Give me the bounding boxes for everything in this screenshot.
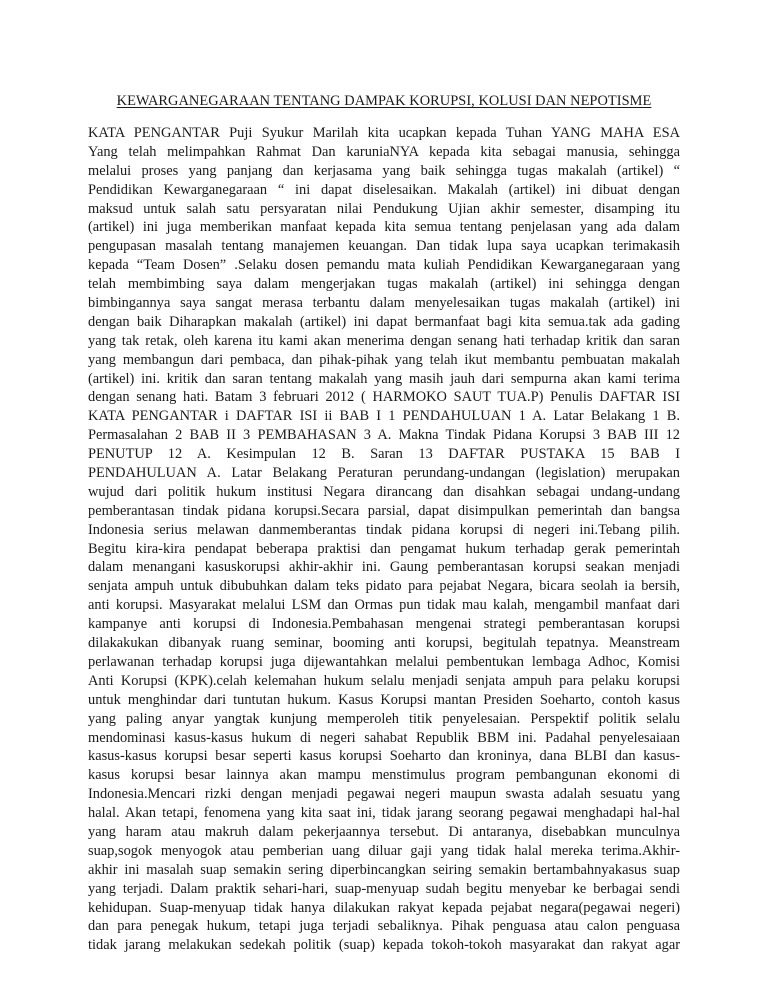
body-line: perlawanan terhadap korupsi juga dijewantahkan melalui pembentukan lembaga Adhoc, Komisi — [88, 653, 680, 670]
body-line: akhir ini masalah suap semakin sering diperbincangkan seiring semakin bertambahnyakasus suap — [88, 861, 680, 878]
document-title: KEWARGANEGARAAN TENTANG DAMPAK KORUPSI, KOLUSI DAN NEPOTISME — [116, 93, 652, 109]
body-line: Pendidikan Kewarganegaraan “ ini dapat diselesaikan. Makalah (artikel) ini dibuat dengan — [88, 181, 680, 198]
body-line: bimbingannya saya sangat merasa terbantu dalam menyelesaikan tugas makalah (artikel) ini — [88, 295, 680, 312]
body-line: yang tak retak, oleh karena itu kami akan menerima dengan senang hati terhadap kritik dan saran — [88, 332, 680, 349]
body-line: PENDAHULUAN A. Latar Belakang Peraturan perundang-undangan (legislation) merupakan — [88, 465, 680, 482]
body-line: dalam menangani kasuskorupsi akhir-akhir ini. Gaung pemberantasan korupsi seakan menjadi — [88, 559, 680, 576]
body-line: mendominasi kasus-kasus hukum di negeri sahabat Republik BBM ini. Padahal penyelesaiaan — [88, 729, 680, 746]
body-line: tidak jarang melakukan sedekah politik (suap) kepada tokoh-tokoh masyarakat dan rakyat agar — [88, 937, 680, 954]
body-line: halal. Akan tetapi, fenomena yang kita saat ini, tidak jarang seorang pegawai menghadapi hal-hal — [88, 805, 680, 822]
body-line: (artikel) ini juga memberikan manfaat kepada kita semua tentang penjelasan yang ada dalam — [88, 219, 680, 236]
body-line: senjata ampuh untuk dibubuhkan dalam teks pidato para pejabat Negara, bicara seolah ia bersih, — [88, 578, 680, 595]
body-line: yang membangun dari pembaca, dan pihak-pihak yang telah ikut membantu pembuatan makalah — [88, 351, 680, 368]
document-body — [88, 124, 680, 955]
body-line: dengan senang hati. Batam 3 februari 2012 ( HARMOKO SAUT TUA.P) Penulis DAFTAR ISI — [88, 389, 680, 406]
body-line: yang haram atau makruh dalam pekerjaannya tersebut. Di antaranya, disebabkan munculnya — [88, 823, 680, 840]
body-line: kasus-kasus korupsi besar seperti kasus korupsi Soeharto dan kroninya, dana BLBI dan kasus- — [88, 748, 680, 765]
body-line: Anti Korupsi (KPK).celah kelemahan hukum selalu menjadi senjata ampuh para pelaku korupsi — [88, 672, 680, 689]
body-line: kasus korupsi besar lainnya akan mampu menstimulus program pembangunan ekonomi di — [88, 767, 680, 784]
body-line: dan para penegak hukum, tetapi juga terjadi sebaliknya. Pihak penguasa atau calon penguasa — [88, 918, 680, 935]
body-line: pengupasan masalah tentang manajemen keuangan. Dan tidak lupa saya ucapkan terimakasih — [88, 238, 680, 255]
body-line: Indonesia serius melawan danmemberantas tindak pidana korupsi di negeri ini.Tebang pilih. — [88, 521, 680, 538]
body-line: telah membimbing saya dalam mengerjakan tugas makalah (artikel) ini sehingga dengan — [88, 276, 680, 293]
body-line: kepada “Team Dosen” .Selaku dosen pemandu mata kuliah Pendidikan Kewarganegaraan yang — [88, 257, 680, 274]
body-line: dilakakukan dibanyak ruang seminar, booming anti korupsi, begitulah tepatnya. Meanstream — [88, 635, 680, 652]
body-line: pemberantasan tindak pidana korupsi.Secara parsial, dapat disimpulkan pemerintah dan bangsa — [88, 502, 680, 519]
body-line: yang terjadi. Dalam praktik sehari-hari, suap-menyuap sudah begitu menyebar ke berbagai sendi — [88, 880, 680, 897]
body-line: (artikel) ini. kritik dan saran tentang makalah yang masih jauh dari sempurna akan kami terima — [88, 370, 680, 387]
body-line: kampanye anti korupsi di Indonesia.Pembahasan mengenai strategi pemberantasan korupsi — [88, 616, 680, 633]
body-line: dengan baik Diharapkan makalah (artikel) ini dapat bermanfaat bagi kita semua.tak ada gading — [88, 313, 680, 330]
body-line: wujud dari politik hukum institusi Negara dirancang dan disahkan sebagai undang-undang — [88, 483, 680, 500]
body-line: KATA PENGANTAR i DAFTAR ISI ii BAB I 1 PENDAHULUAN 1 A. Latar Belakang 1 B. — [88, 408, 680, 425]
document-page — [88, 92, 680, 955]
body-line: KATA PENGANTAR Puji Syukur Marilah kita ucapkan kepada Tuhan YANG MAHA ESA — [88, 125, 680, 141]
body-line: Begitu kira-kira pendapat beberapa praktisi dan pengamat hukum terhadap gerak pemerintah — [88, 540, 680, 557]
body-line: Permasalahan 2 BAB II 3 PEMBAHASAN 3 A. Makna Tindak Pidana Korupsi 3 BAB III 12 — [88, 427, 680, 444]
body-line: PENUTUP 12 A. Kesimpulan 12 B. Saran 13 DAFTAR PUSTAKA 15 BAB I — [88, 446, 680, 463]
body-line: anti korupsi. Masyarakat melalui LSM dan Ormas pun tidak mau kalah, mengambil manfaat dari — [88, 597, 680, 614]
body-line: suap,sogok menyogok atau pemberian uang diluar gaji yang tidak halal mereka terima.Akhir- — [88, 842, 680, 859]
body-line: yang paling anyar yangtak kunjung memperoleh titik penyelesaian. Perspektif politik selalu — [88, 710, 680, 727]
body-line: maksud untuk salah satu persyaratan nilai Pendukung Ujian akhir semester, disamping itu — [88, 200, 680, 217]
body-line: kehidupan. Suap-menyuap tidak hanya dilakukan rakyat kepada pejabat negara(pegawai negeri) — [88, 899, 680, 916]
body-line: Yang telah melimpahkan Rahmat Dan karuniaNYA kepada kita sebagai manusia, sehingga — [88, 143, 680, 160]
body-line: Indonesia.Mencari rizki dengan menjadi pegawai negeri maupun swasta adalah sesuatu yang — [88, 786, 680, 803]
body-line: melalui proses yang panjang dan kerjasama yang baik sehingga tugas makalah (artikel) “ — [88, 162, 680, 179]
body-line: untuk menghindar dari tuntutan hukum. Kasus Korupsi mantan Presiden Soeharto, contoh kasus — [88, 691, 680, 708]
